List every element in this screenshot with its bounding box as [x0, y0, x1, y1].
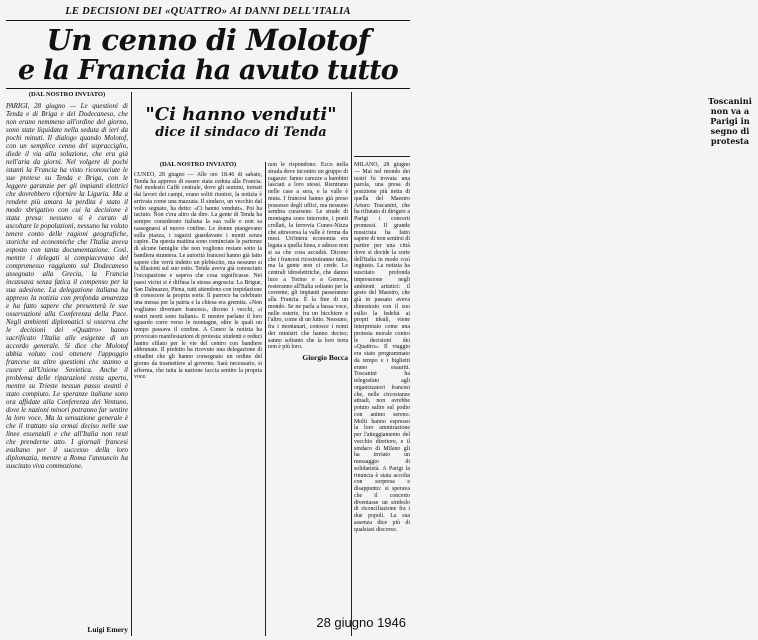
right-headline: Toscanini non va a Parigi in segno di protesta [708, 96, 752, 146]
center-article-col1 [134, 162, 262, 636]
right-headline-box [354, 92, 752, 157]
center-article-col2 [268, 162, 348, 636]
column-rule [351, 92, 352, 636]
center-subhead-quote: "Ci hanno venduti" [145, 104, 337, 125]
center-dateline: (DAL NOSTRO INVIATO) [159, 161, 237, 168]
headline-line-2: e la Francia ha avuto tutto [6, 57, 410, 89]
center-body: CUNEO, 28 giugno — Alle ore 18.46 di sabato, Tenda ha appreso di essere stata ceduta alla Francia. Nel modesto Caffè centrale, dove gli uomini, tornati dai lavori dei campi, erano soliti riunirsi, la notizia è arrivata come una mazzata. Il sindaco, un vecchio dal volto segnato, ha detto: «Ci hanno venduti». Poi ha taciuto. Non c'era altro da dire. La gente di Tenda ha sempre considerato italiana la sua valle e non sa rassegnarsi al nuovo confine. Le donne piangevano sulla piazza, i ragazzi guardavano i monti senza capire. Da questa mattina sono cominciate le partenze di alcune famiglie che non vogliono restare sotto la bandiera straniera. Le autorità francesi hanno già fatto sapere che verrà indetto un plebiscito, ma nessuno si fa illusioni sul suo esito. Tenda aveva già conosciuto l'occupazione e sapeva che cosa significasse. Nei paesi vicini si è diffusa la stessa angoscia: La Brigue, San Dalmazzo, Piena, tutti attendono con trepidazione di conoscere la propria sorte. Il parroco ha celebrato una messa per la patria e la chiesa era gremita. «Non vogliamo diventare francesi», dicono i vecchi, «i nostri morti sono italiani». E mentre parlano il loro sguardo corre verso le montagne, oltre le quali un tempo passava il confine. A Cuneo la notizia ha provocato manifestazioni di protesta: studenti e reduci hanno sfilato per le vie del centro con bandiere abbrunate. Il prefetto ha ricevuto una delegazione di cittadini che gli hanno consegnato un ordine del giorno da trasmettere al governo. Sarà necessario, si afferma, che tutta la nazione faccia sentire la propria voce. [134, 171, 262, 381]
center-body-2: non le rispondono. Ecco nella strada dove incontro un gruppo di ragazze: fanno carezze a bambini lasciati a loro stessi. Rientrano nelle case a sera, e la valle è muta. I francesi hanno già preso possesso degli uffici, ma nessuno sembra curarsene. Le strade di montagna sono interrotte, i ponti crollati, la ferrovia Cuneo-Nizza che attraversa la valle è ferma da mesi. Un'intera economia era legata a quella linea, e adesso non si sa che cosa accadrà. Dicono che i francesi ricostruiranno tutto, ma la gente non ci crede. Le centrali idroelettriche, che danno luce a Torino e a Genova, resteranno all'Italia soltanto per la corrente; gli impianti passeranno alla Francia. È la fine di un mondo. Se ne parla a bassa voce, nelle osterie, fra un bicchiere e l'altro, come di un lutto. Nessuno, fra i montanari, conosce i nomi dei ministri che hanno deciso; sanno soltanto che la loro terra non è più loro. [268, 162, 348, 351]
center-subhead-line2: dice il sindaco di Tenda [155, 125, 327, 140]
article-columns [6, 91, 752, 636]
left-signature: Luigi Emery [87, 625, 128, 634]
body-columns [6, 162, 410, 636]
left-body: PARIGI, 28 giugno — Le questioni di Tenda e di Briga e del Dodecaneso, che non erano nemmeno all'ordine del giorno, sono state liquidate nella seduta di ieri da pochi minuti. Il dialogo quando Molotof, con un semplice cenno del sopracciglio, diede il via alla soluzione, che era già nell'aria da giorni. Nel volgere di pochi istanti la Francia ha visto riconosciute le sue pretese su Tenda e Briga, con le leggere garanzie per gli impianti elettrici che dovrebbero rifornire la Liguria. Ma a rendere più amara la perdita è stato il modo sbrigativo con cui la decisione è stata presa: nessuno si è curato di ascoltare le popolazioni, nessuno ha voluto tenere conto delle ragioni geografiche, storiche ed economiche che l'Italia aveva esposto con tanta documentazione. Così, mentre i delegati si compiacevano del compromesso raggiunto sul Dodecaneso assegnato alla Grecia, la Francia incassava senza fatica il compenso per la sua adesione. La delegazione italiana ha appreso la notizia con profonda amarezza e ha fatto sapere che presenterà le sue osservazioni alla Conferenza della Pace. Negli ambienti diplomatici si osserva che le decisioni dei «Quattro» hanno sacrificato l'Italia alle esigenze di un accordo generale. Si dice che Molotof abbia voluto così ottenere l'appoggio francese su altre questioni che stanno a cuore all'Unione Sovietica. Anche il problema delle riparazioni resta aperto, mentre su Trieste nessun passo avanti è stato compiuto. Le speranze italiane sono ora affidate alla Conferenza dei Ventuno, dove le nazioni minori potranno far sentire la loro voce. Ma la sensazione generale è che il trattato sia ormai deciso nelle sue linee essenziali e che all'Italia non resti che prenderne atto. I giornali francesi esultano per il successo della loro diplomazia, mentre a Roma l'annuncio ha suscitato viva commozione. [6, 101, 128, 470]
center-signature: Giorgio Bocca [302, 353, 348, 362]
center-subhead [134, 104, 348, 141]
section-banner: LE DECISIONI DEI «QUATTRO» AI DANNI DELL'ITALIA [6, 4, 410, 21]
right-body: MILANO, 28 giugno — Mai nel mondo dei teatri fu trovata una parola, una presa di posizione più netta di quella del Maestro Arturo Toscanini, che ha rifiutato di dirigere a Parigi i concerti promessi. Il grande musicista ha fatto sapere di non sentirsi di partire per una città dove si decide la sorte dell'Italia in modo così ingiusto. La notizia ha suscitato profonda impressione negli ambienti artistici: il gesto del Maestro, che già in passato aveva dimostrato con il suo esilio la fedeltà ai propri ideali, viene interpretato come una protesta morale contro le decisioni dei «Quattro». Il viaggio era stato programmato da tempo e i biglietti erano esauriti. Toscanini ha telegrafato agli organizzatori francesi che, nelle circostanze attuali, non avrebbe potuto salire sul podio con animo sereno. Molti hanno espresso la loro ammirazione per l'atteggiamento del vecchio direttore, e il sindaco di Milano gli ha inviato un messaggio di solidarietà. A Parigi la rinuncia è stata accolta con sorpresa e disappunto: si sperava che il concerto diventasse un simbolo di riconciliazione fra i due popoli. La sua assenza dice più di qualsiasi discorso. [354, 162, 410, 533]
column-rule [265, 162, 266, 636]
left-dateline: (DAL NOSTRO INVIATO) [28, 91, 106, 98]
newspaper-page [6, 4, 752, 636]
handwritten-date: 28 giugno 1946 [316, 615, 406, 630]
headline-line-1: Un cenno di Molotof [46, 23, 370, 57]
right-article [354, 162, 410, 636]
